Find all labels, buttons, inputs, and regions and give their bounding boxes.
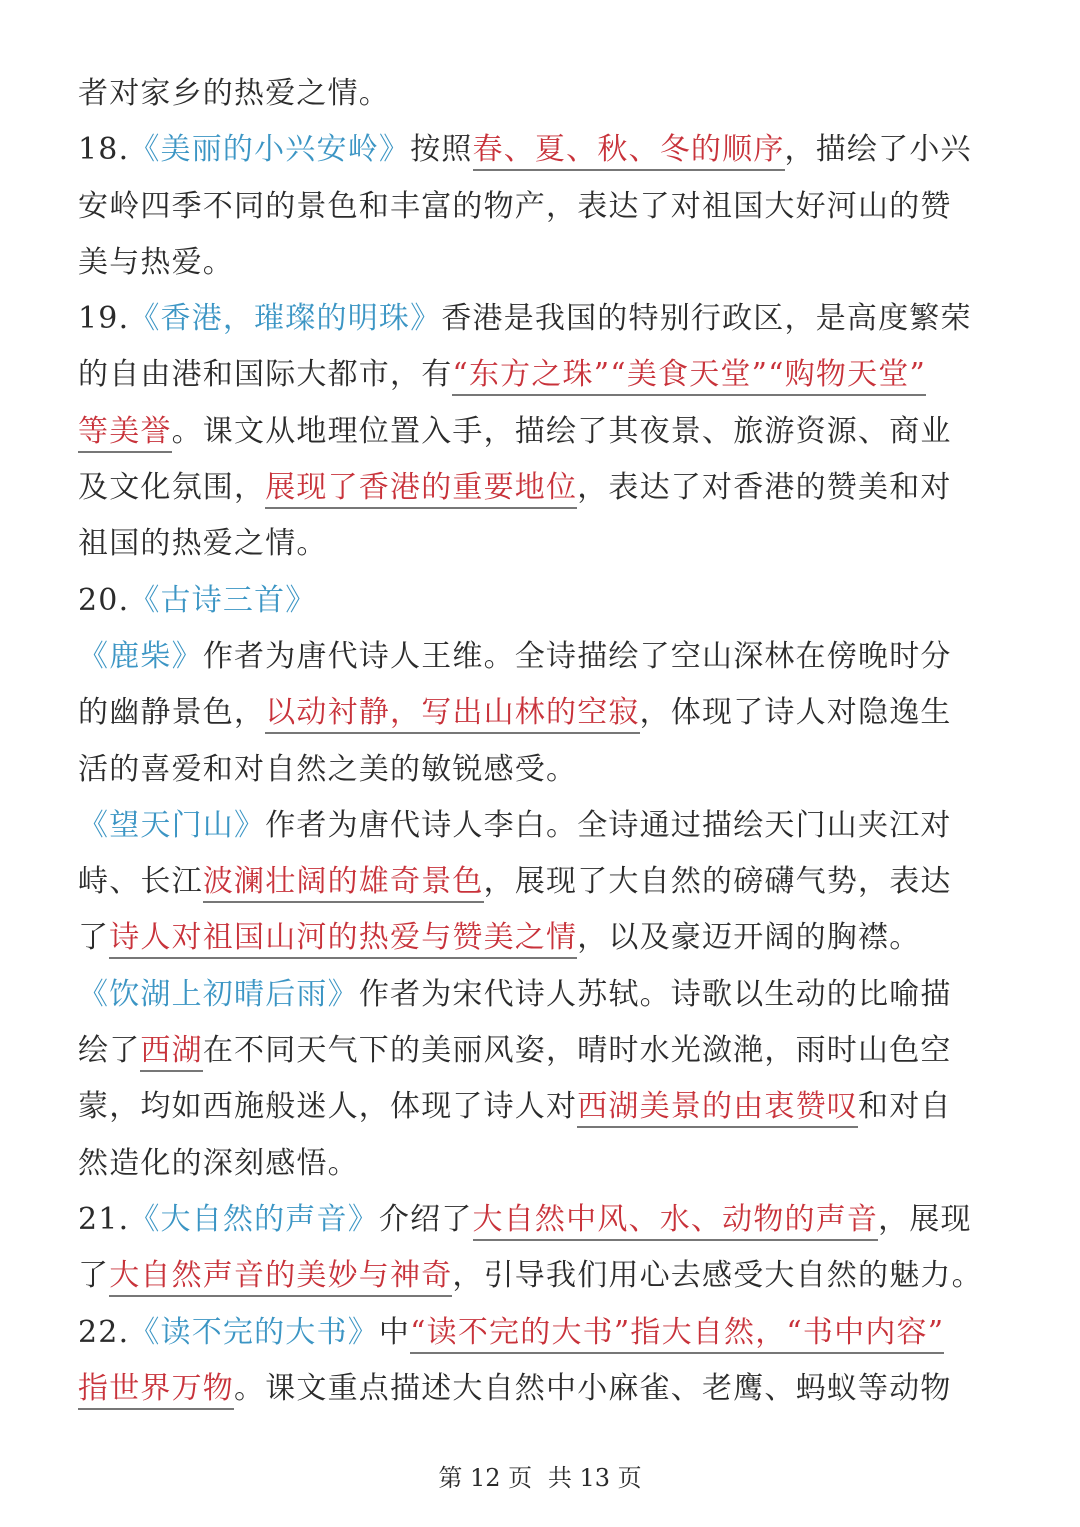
text-line — [78, 347, 1008, 403]
text-line — [78, 122, 1008, 178]
text-line — [78, 66, 1008, 122]
text-line — [78, 1079, 1008, 1135]
text-line — [78, 1305, 1008, 1361]
text-segment: 然造化的深刻感悟。 — [78, 1145, 359, 1181]
key-point: 以动衬静，写出山林的空寂 — [265, 695, 639, 734]
text-segment: 者对家乡的热爱之情。 — [78, 76, 390, 111]
lesson-title: 《望天门山》 — [78, 807, 266, 843]
lesson-title: 《古诗三首》 — [129, 582, 317, 618]
key-point: “读不完的大书”指大自然，“书中内容” — [410, 1315, 944, 1354]
text-segment: ，表达了对香港的赞美和对 — [577, 470, 952, 506]
text-line — [78, 1248, 1008, 1304]
text-segment: 在不同天气下的美丽风姿，晴时水光潋滟，雨时山色空 — [202, 1033, 952, 1069]
text-segment: 及文化氛围， — [78, 470, 266, 506]
text-segment: 香港是我国的特别行政区，是高度繁荣 — [441, 301, 972, 337]
text-line — [78, 573, 1008, 629]
text-segment: 22. — [78, 1314, 130, 1350]
text-segment: 20. — [78, 582, 130, 618]
text-line — [78, 1192, 1008, 1248]
text-segment: 中 — [378, 1314, 411, 1350]
text-line — [78, 854, 1008, 910]
text-segment: ，体现了诗人对隐逸生 — [639, 695, 952, 731]
text-segment: 峙、长江 — [78, 864, 203, 900]
key-point: 指世界万物 — [78, 1371, 234, 1410]
key-point: 展现了香港的重要地位 — [265, 470, 577, 509]
text-line — [78, 516, 1008, 572]
text-segment: 和对自 — [858, 1089, 952, 1125]
lesson-title: 《香港，璀璨的明珠》 — [129, 301, 442, 337]
text-line — [78, 1361, 1008, 1417]
text-segment: 作者为唐代诗人李白。全诗通过描绘天门山夹江对 — [265, 807, 952, 843]
page-number: 第 12 页 — [438, 1464, 533, 1492]
key-point: 等美誉 — [78, 414, 172, 453]
text-segment: 了 — [78, 920, 110, 956]
text-segment: 了 — [78, 1258, 110, 1294]
text-segment: 。课文重点描述大自然中小麻雀、老鹰、蚂蚁等动物 — [234, 1370, 952, 1406]
text-segment: 绘了 — [78, 1033, 141, 1069]
text-segment: 介绍了 — [378, 1201, 473, 1237]
text-line — [78, 291, 1008, 347]
text-segment: ，展现 — [878, 1201, 972, 1237]
text-line — [78, 629, 1008, 685]
text-segment: 祖国的热爱之情。 — [78, 526, 328, 562]
text-line — [78, 404, 1008, 460]
lesson-title: 《大自然的声音》 — [129, 1201, 379, 1237]
key-point: “东方之珠”“美食天堂”“购物天堂” — [452, 357, 926, 396]
text-segment: 18. — [78, 132, 130, 168]
text-segment: 按照 — [410, 132, 473, 168]
text-line — [78, 460, 1008, 516]
text-line — [78, 235, 1008, 291]
text-segment: 作者为宋代诗人苏轼。诗歌以生动的比喻描 — [358, 976, 952, 1012]
text-segment: 安岭四季不同的景色和丰富的物产，表达了对祖国大好河山的赞 — [78, 188, 952, 224]
lesson-title: 《鹿柴》 — [78, 638, 203, 674]
text-segment: 。课文从地理位置入手，描绘了其夜景、旅游资源、商业 — [171, 413, 952, 449]
text-segment: 21. — [78, 1201, 130, 1237]
text-segment: 19. — [78, 301, 130, 337]
document-body — [78, 66, 1008, 1417]
text-segment: 的自由港和国际大都市，有 — [78, 357, 453, 393]
text-segment: ，展现了大自然的磅礴气势，表达 — [483, 864, 952, 900]
text-segment: 美与热爱。 — [78, 244, 234, 280]
text-segment: 的幽静景色， — [78, 695, 266, 731]
key-point: 西湖 — [140, 1033, 202, 1072]
page-footer — [0, 1458, 1080, 1493]
text-segment: 活的喜爱和对自然之美的敏锐感受。 — [78, 751, 578, 787]
text-line — [78, 179, 1008, 235]
lesson-title: 《读不完的大书》 — [129, 1314, 379, 1350]
lesson-title: 《饮湖上初晴后雨》 — [78, 976, 359, 1012]
key-point: 西湖美景的由衷赞叹 — [577, 1089, 858, 1128]
text-line — [78, 910, 1008, 966]
text-segment: 作者为唐代诗人王维。全诗描绘了空山深林在傍晚时分 — [202, 638, 952, 674]
text-line — [78, 742, 1008, 798]
text-segment: ，以及豪迈开阔的胸襟。 — [577, 920, 921, 956]
text-line — [78, 1136, 1008, 1192]
text-line — [78, 798, 1008, 854]
key-point: 诗人对祖国山河的热爱与赞美之情 — [109, 920, 577, 959]
key-point: 春、夏、秋、冬的顺序 — [473, 132, 785, 171]
text-line — [78, 1023, 1008, 1079]
key-point: 大自然中风、水、动物的声音 — [473, 1202, 879, 1241]
text-segment: ，引导我们用心去感受大自然的魅力。 — [452, 1258, 983, 1294]
text-line — [78, 685, 1008, 741]
key-point: 大自然声音的美妙与神奇 — [109, 1258, 452, 1297]
text-segment: ，描绘了小兴 — [784, 132, 972, 168]
text-line — [78, 967, 1008, 1023]
page-total: 共 13 页 — [547, 1464, 642, 1492]
key-point: 波澜壮阔的雄奇景色 — [203, 864, 484, 903]
text-segment: 蒙，均如西施般迷人，体现了诗人对 — [78, 1089, 578, 1125]
lesson-title: 《美丽的小兴安岭》 — [129, 132, 411, 168]
